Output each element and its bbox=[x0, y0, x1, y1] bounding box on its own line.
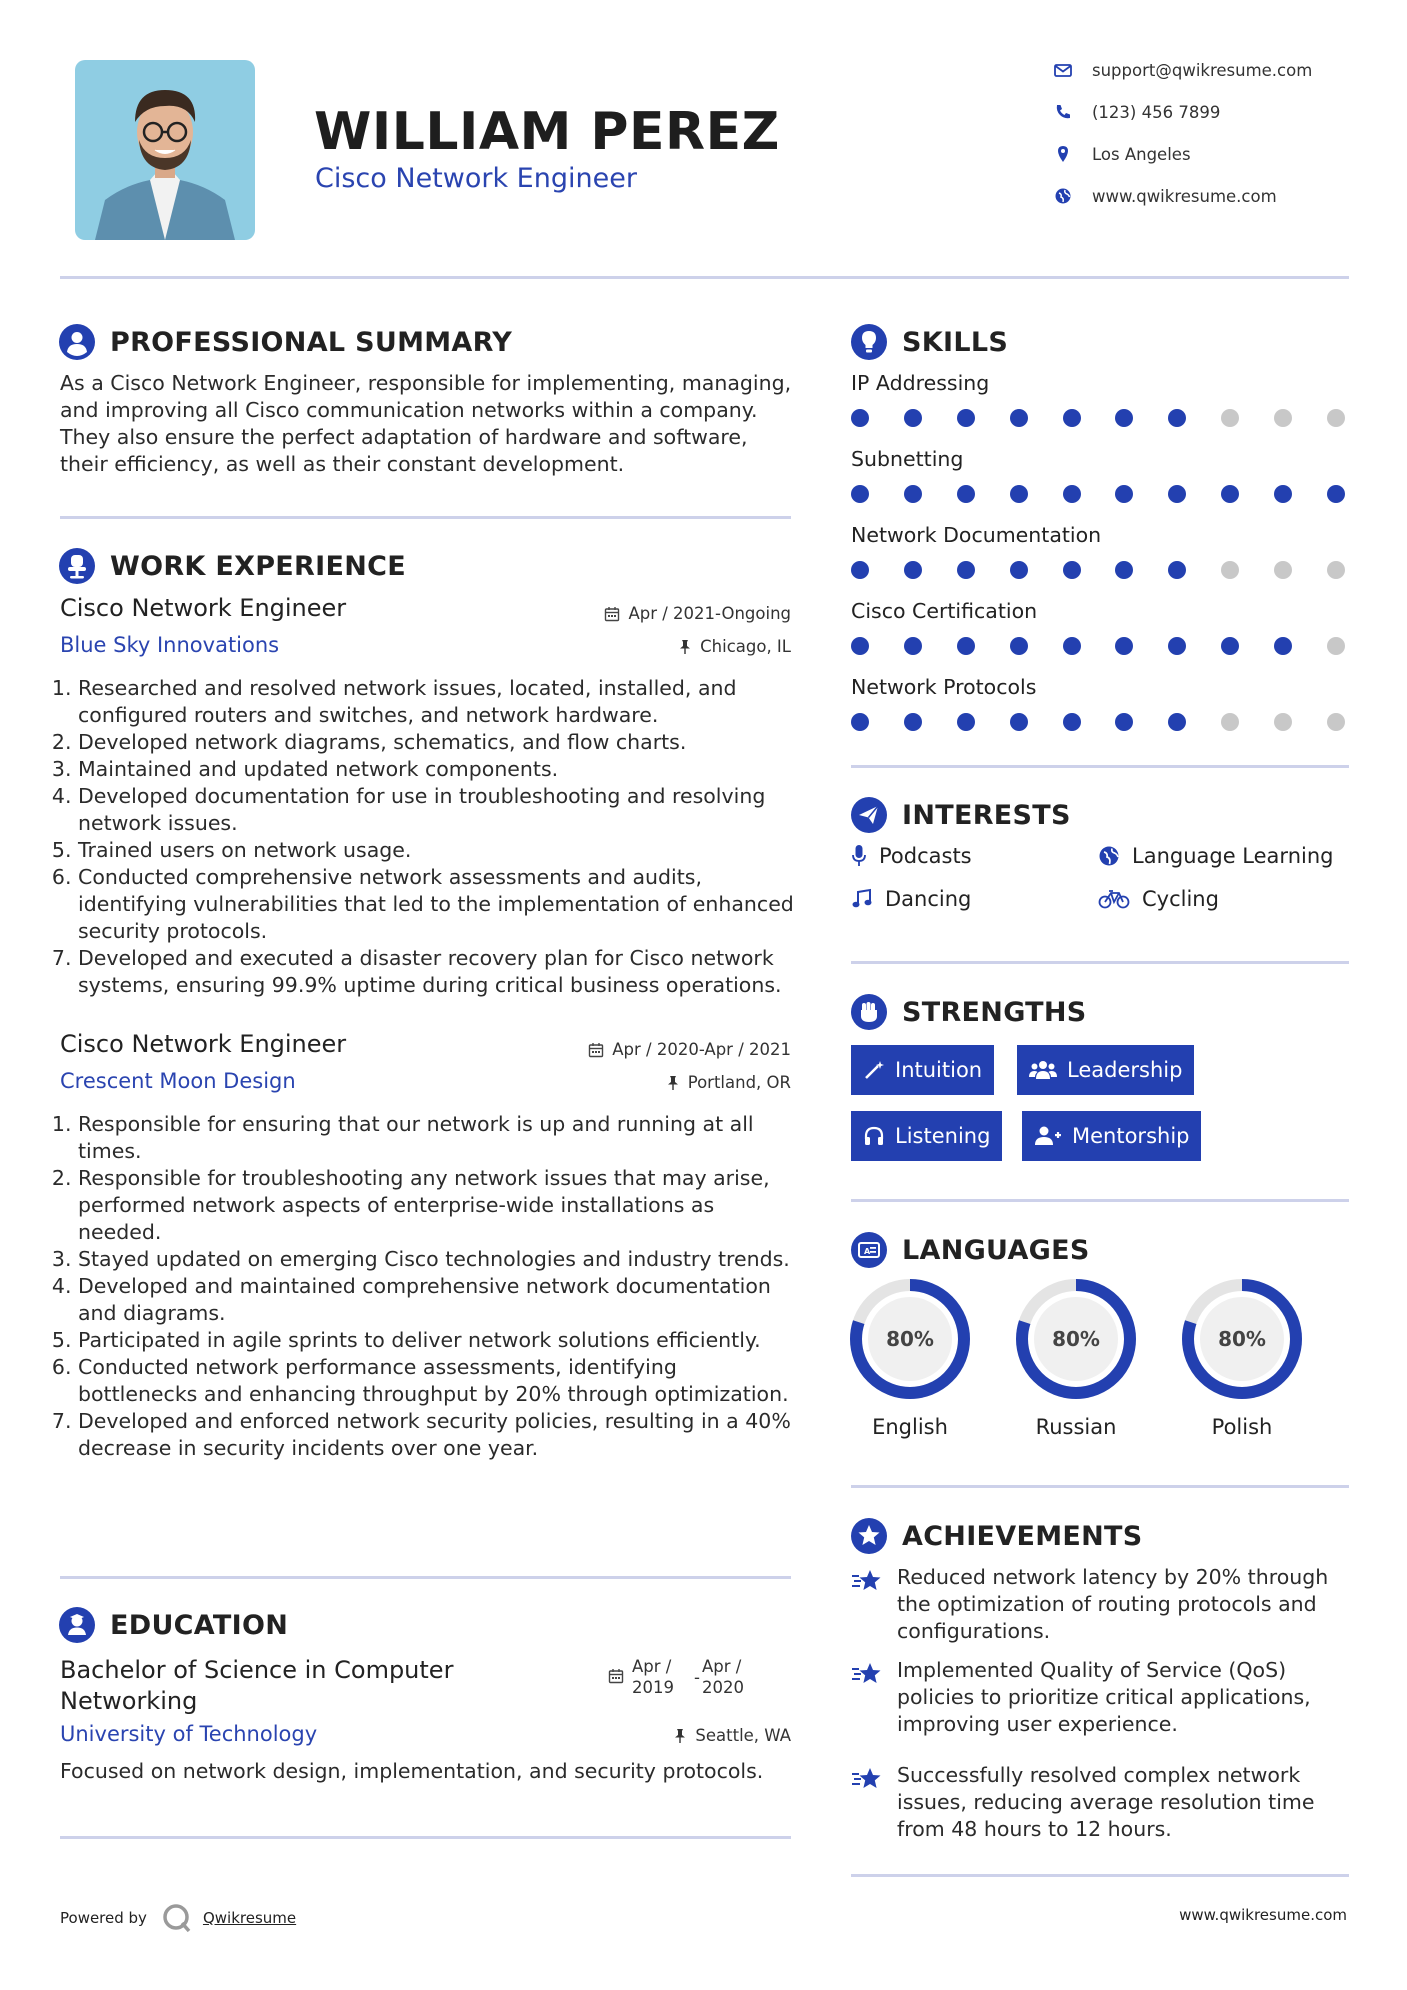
skill-dot-filled bbox=[851, 485, 869, 503]
interests-title: INTERESTS bbox=[902, 799, 1071, 831]
list-item: 1. Researched and resolved network issues, located, installed, and configured routers and switches, and network hardware. bbox=[78, 675, 800, 729]
interest-label: Language Learning bbox=[1132, 844, 1334, 868]
shooting-star-icon bbox=[851, 1766, 883, 1792]
language-percent-label: 80% bbox=[886, 1327, 934, 1351]
job-2-duties bbox=[60, 1111, 800, 1462]
job-1-company: Blue Sky Innovations bbox=[60, 633, 280, 657]
skill-dot-empty bbox=[1327, 409, 1345, 427]
header-divider bbox=[60, 276, 1349, 279]
shooting-star-icon bbox=[851, 1661, 883, 1687]
summary-title: PROFESSIONAL SUMMARY bbox=[110, 326, 513, 358]
interest-label: Cycling bbox=[1142, 887, 1219, 911]
contact-location bbox=[1052, 139, 1342, 169]
interests-heading bbox=[850, 795, 1071, 835]
experience-divider bbox=[60, 1576, 791, 1579]
skill-dot-filled bbox=[1063, 485, 1081, 503]
skill-dot-filled bbox=[904, 561, 922, 579]
strength-label: Leadership bbox=[1067, 1058, 1183, 1082]
language-name: English bbox=[872, 1415, 948, 1439]
user-plus-icon bbox=[1034, 1125, 1062, 1147]
music-note-icon bbox=[851, 888, 873, 910]
job-2-title: Cisco Network Engineer bbox=[60, 1030, 347, 1058]
skill-dot-filled bbox=[1168, 485, 1186, 503]
list-item: 5. Participated in agile sprints to deliver network solutions efficiently. bbox=[78, 1327, 800, 1354]
skill-dot-filled bbox=[1221, 637, 1239, 655]
list-item: 4. Developed documentation for use in troubleshooting and resolving network issues. bbox=[78, 783, 800, 837]
skill-dot-filled bbox=[1327, 485, 1345, 503]
education-divider bbox=[60, 1836, 791, 1839]
summary-divider bbox=[60, 516, 791, 519]
powered-by-text: Powered by bbox=[60, 1909, 147, 1927]
skill-item bbox=[851, 447, 1351, 503]
skill-dot-filled bbox=[904, 713, 922, 731]
map-pin-icon bbox=[1052, 143, 1074, 165]
summary-heading bbox=[58, 322, 512, 362]
list-item: 3. Stayed updated on emerging Cisco technologies and industry trends. bbox=[78, 1246, 800, 1273]
list-item: 3. Maintained and updated network components. bbox=[78, 756, 800, 783]
list-item: 7. Developed and enforced network security policies, resulting in a 40% decrease in security incidents over one year. bbox=[78, 1408, 800, 1462]
skill-name: Network Protocols bbox=[851, 675, 1037, 699]
skill-dot-filled bbox=[851, 713, 869, 731]
interest-label: Podcasts bbox=[879, 844, 972, 868]
contact-phone[interactable] bbox=[1052, 97, 1342, 127]
skill-dot-filled bbox=[1010, 637, 1028, 655]
skill-level-dots bbox=[851, 713, 1345, 731]
job-1-location-text: Chicago, IL bbox=[700, 637, 791, 656]
shooting-star-icon bbox=[851, 1568, 883, 1594]
skill-dot-filled bbox=[904, 485, 922, 503]
calendar-icon bbox=[608, 1668, 624, 1684]
paper-plane-icon bbox=[850, 796, 888, 834]
star-badge-icon bbox=[850, 1517, 888, 1555]
microphone-icon bbox=[851, 844, 867, 868]
skill-dot-filled bbox=[1115, 637, 1133, 655]
skill-dot-filled bbox=[1063, 713, 1081, 731]
profile-photo bbox=[75, 60, 255, 240]
interest-podcasts bbox=[851, 844, 972, 868]
education-degree bbox=[60, 1655, 453, 1717]
language-progress-ring bbox=[848, 1277, 972, 1401]
headphones-icon bbox=[863, 1125, 885, 1147]
strength-label: Mentorship bbox=[1072, 1124, 1190, 1148]
candidate-name: WILLIAM PEREZ bbox=[314, 102, 780, 162]
skill-dot-filled bbox=[1063, 409, 1081, 427]
svg-text:A: A bbox=[864, 1247, 871, 1256]
raised-fist-icon bbox=[850, 993, 888, 1031]
skill-item bbox=[851, 371, 1351, 427]
language-percent-label: 80% bbox=[1218, 1327, 1266, 1351]
language-name: Russian bbox=[1035, 1415, 1117, 1439]
skill-dot-empty bbox=[1327, 713, 1345, 731]
skill-dot-filled bbox=[1168, 561, 1186, 579]
skill-dot-empty bbox=[1221, 713, 1239, 731]
envelope-icon bbox=[1052, 59, 1074, 81]
calendar-icon bbox=[604, 606, 620, 622]
strength-leadership bbox=[1017, 1045, 1194, 1095]
achievement-item bbox=[851, 1564, 1351, 1645]
experience-heading bbox=[58, 546, 406, 586]
strength-label: Intuition bbox=[895, 1058, 983, 1082]
skill-dot-filled bbox=[957, 485, 975, 503]
skill-name: Subnetting bbox=[851, 447, 964, 471]
skill-item bbox=[851, 675, 1351, 731]
magic-wand-icon bbox=[863, 1059, 885, 1081]
skill-dot-filled bbox=[904, 637, 922, 655]
languages-heading bbox=[850, 1230, 1090, 1270]
skill-dot-filled bbox=[1274, 485, 1292, 503]
bicycle-icon bbox=[1098, 888, 1130, 910]
skill-dot-empty bbox=[1221, 561, 1239, 579]
achievement-text: Implemented Quality of Service (QoS) policies to prioritize critical applications, improving user experience. bbox=[897, 1658, 1311, 1736]
graduate-icon bbox=[58, 1606, 96, 1644]
skill-dot-filled bbox=[1063, 637, 1081, 655]
list-item: 4. Developed and maintained comprehensive network documentation and diagrams. bbox=[78, 1273, 800, 1327]
contact-location-text: Los Angeles bbox=[1092, 144, 1191, 164]
job-1-title: Cisco Network Engineer bbox=[60, 594, 347, 622]
skill-dot-empty bbox=[1221, 409, 1239, 427]
languages-list bbox=[848, 1277, 1358, 1439]
interest-cycling bbox=[1098, 887, 1219, 911]
lightbulb-icon bbox=[850, 323, 888, 361]
contact-email-text: support@qwikresume.com bbox=[1092, 60, 1313, 80]
calendar-icon bbox=[588, 1042, 604, 1058]
education-end-year: 2020 bbox=[702, 1678, 744, 1697]
skill-level-dots bbox=[851, 409, 1345, 427]
skill-dot-filled bbox=[1168, 409, 1186, 427]
office-chair-icon bbox=[58, 547, 96, 585]
skill-name: IP Addressing bbox=[851, 371, 990, 395]
achievements-title: ACHIEVEMENTS bbox=[902, 1520, 1143, 1552]
globe-icon bbox=[1052, 185, 1074, 207]
languages-title: LANGUAGES bbox=[902, 1234, 1090, 1266]
job-2-location bbox=[520, 1073, 791, 1092]
skill-dot-filled bbox=[1115, 561, 1133, 579]
list-item: 7. Developed and executed a disaster recovery plan for Cisco network systems, ensuring 99.9% uptime during critical business operations. bbox=[78, 945, 800, 999]
strength-listening bbox=[851, 1111, 1002, 1161]
language-item bbox=[1014, 1277, 1138, 1439]
skill-dot-empty bbox=[1274, 561, 1292, 579]
skill-dot-filled bbox=[957, 713, 975, 731]
skill-dot-filled bbox=[957, 637, 975, 655]
contact-phone-text: (123) 456 7899 bbox=[1092, 102, 1221, 122]
education-heading bbox=[58, 1605, 288, 1645]
skill-dot-filled bbox=[851, 637, 869, 655]
skill-item bbox=[851, 599, 1351, 655]
education-school: University of Technology bbox=[60, 1722, 318, 1746]
skill-dot-filled bbox=[1063, 561, 1081, 579]
skill-dot-filled bbox=[1168, 637, 1186, 655]
job-1-location bbox=[520, 637, 791, 656]
skill-dot-filled bbox=[851, 409, 869, 427]
skill-name: Cisco Certification bbox=[851, 599, 1038, 623]
skills-list bbox=[851, 371, 1351, 731]
interests-divider bbox=[851, 961, 1349, 964]
language-item bbox=[848, 1277, 972, 1439]
skill-dot-filled bbox=[904, 409, 922, 427]
education-end-month: Apr / bbox=[702, 1657, 742, 1676]
education-start-year: 2019 bbox=[632, 1678, 674, 1697]
qwikresume-link[interactable]: Qwikresume bbox=[202, 1909, 297, 1927]
list-item: 6. Conducted comprehensive network assessments and audits, identifying vulnerabilities that led to the implementation of enhanced security protocols. bbox=[78, 864, 800, 945]
skill-dot-filled bbox=[1115, 409, 1133, 427]
qwikresume-logo-icon bbox=[161, 1902, 193, 1934]
pushpin-icon bbox=[678, 639, 692, 655]
language-progress-ring bbox=[1014, 1277, 1138, 1401]
skills-title: SKILLS bbox=[902, 326, 1009, 358]
strengths-title: STRENGTHS bbox=[902, 996, 1087, 1028]
skill-level-dots bbox=[851, 485, 1345, 503]
experience-title: WORK EXPERIENCE bbox=[110, 550, 406, 582]
strength-label: Listening bbox=[895, 1124, 991, 1148]
interest-dancing bbox=[851, 887, 971, 911]
education-degree-line-2: Networking bbox=[60, 1687, 198, 1715]
contact-website[interactable] bbox=[1052, 181, 1342, 211]
education-description: Focused on network design, implementation, and security protocols. bbox=[60, 1759, 764, 1783]
skills-heading bbox=[850, 322, 1008, 362]
skill-dot-filled bbox=[1274, 637, 1292, 655]
skill-dot-filled bbox=[1221, 485, 1239, 503]
education-degree-line-1: Bachelor of Science in Computer bbox=[60, 1656, 454, 1684]
skill-dot-filled bbox=[957, 561, 975, 579]
skill-dot-filled bbox=[1115, 713, 1133, 731]
skill-dot-filled bbox=[1168, 713, 1186, 731]
skill-dot-filled bbox=[1010, 485, 1028, 503]
education-start-month: Apr / bbox=[632, 1657, 672, 1676]
skill-dot-filled bbox=[1115, 485, 1133, 503]
language-progress-ring bbox=[1180, 1277, 1304, 1401]
candidate-role: Cisco Network Engineer bbox=[315, 163, 637, 194]
list-item: 2. Responsible for troubleshooting any network issues that may arise, performed network aspects of enterprise-wide installations as needed. bbox=[78, 1165, 800, 1246]
skill-dot-filled bbox=[851, 561, 869, 579]
job-2-date bbox=[520, 1040, 791, 1059]
skill-dot-empty bbox=[1327, 561, 1345, 579]
education-title: EDUCATION bbox=[110, 1609, 289, 1641]
strength-mentorship bbox=[1022, 1111, 1201, 1161]
job-1-date bbox=[520, 604, 791, 623]
strengths-heading bbox=[850, 992, 1087, 1032]
skill-dot-empty bbox=[1274, 713, 1292, 731]
skill-dot-filled bbox=[1010, 409, 1028, 427]
education-date-separator: - bbox=[694, 1668, 700, 1687]
list-item: 1. Responsible for ensuring that our network is up and running at all times. bbox=[78, 1111, 800, 1165]
job-1-date-text: Apr / 2021-Ongoing bbox=[628, 604, 791, 623]
achievement-text: Reduced network latency by 20% through the optimization of routing protocols and configurations. bbox=[897, 1565, 1329, 1643]
education-location bbox=[520, 1726, 791, 1745]
interest-label: Dancing bbox=[885, 887, 972, 911]
language-item bbox=[1180, 1277, 1304, 1439]
phone-icon bbox=[1052, 101, 1074, 123]
footer-powered-by bbox=[60, 1902, 296, 1934]
skill-level-dots bbox=[851, 561, 1345, 579]
languages-divider bbox=[851, 1485, 1349, 1488]
pushpin-icon bbox=[666, 1075, 680, 1091]
skill-item bbox=[851, 523, 1351, 579]
summary-text: As a Cisco Network Engineer, responsible for implementing, managing, and improving all Cisco communication networks within a company. They also ensure the perfect adaptation of hardware and software, their efficiency, as well as their constant development. bbox=[60, 371, 792, 476]
list-item: 5. Trained users on network usage. bbox=[78, 837, 800, 864]
skills-divider bbox=[851, 765, 1349, 768]
education-location-text: Seattle, WA bbox=[695, 1726, 791, 1745]
language-card-icon bbox=[850, 1231, 888, 1269]
skill-level-dots bbox=[851, 637, 1345, 655]
skill-dot-empty bbox=[1274, 409, 1292, 427]
user-circle-icon bbox=[58, 323, 96, 361]
job-1-duties bbox=[60, 675, 800, 999]
interest-language-learning bbox=[1098, 844, 1333, 868]
job-2-company: Crescent Moon Design bbox=[60, 1069, 296, 1093]
contact-website-text: www.qwikresume.com bbox=[1092, 186, 1277, 206]
language-percent-label: 80% bbox=[1052, 1327, 1100, 1351]
skill-dot-filled bbox=[1010, 561, 1028, 579]
list-item: 6. Conducted network performance assessments, identifying bottlenecks and enhancing throughput by 20% through optimization. bbox=[78, 1354, 800, 1408]
pushpin-icon bbox=[673, 1728, 687, 1744]
job-2-date-text: Apr / 2020-Apr / 2021 bbox=[612, 1040, 791, 1059]
job-2-location-text: Portland, OR bbox=[687, 1073, 791, 1092]
achievements-heading bbox=[850, 1516, 1143, 1556]
skill-dot-empty bbox=[1327, 637, 1345, 655]
skill-name: Network Documentation bbox=[851, 523, 1102, 547]
strengths-divider bbox=[851, 1199, 1349, 1202]
footer-url[interactable]: www.qwikresume.com bbox=[1179, 1906, 1347, 1924]
achievements-divider bbox=[851, 1874, 1349, 1877]
achievement-item bbox=[851, 1762, 1351, 1843]
list-item: 2. Developed network diagrams, schematics, and flow charts. bbox=[78, 729, 800, 756]
globe-icon bbox=[1098, 845, 1120, 867]
achievement-text: Successfully resolved complex network issues, reducing average resolution time from 48 hours to 12 hours. bbox=[897, 1763, 1315, 1841]
achievement-item bbox=[851, 1657, 1351, 1738]
language-name: Polish bbox=[1211, 1415, 1273, 1439]
skill-dot-filled bbox=[1010, 713, 1028, 731]
strength-intuition bbox=[851, 1045, 994, 1095]
users-icon bbox=[1029, 1059, 1057, 1081]
skill-dot-filled bbox=[957, 409, 975, 427]
education-dates bbox=[608, 1656, 744, 1698]
contact-email[interactable] bbox=[1052, 55, 1342, 85]
